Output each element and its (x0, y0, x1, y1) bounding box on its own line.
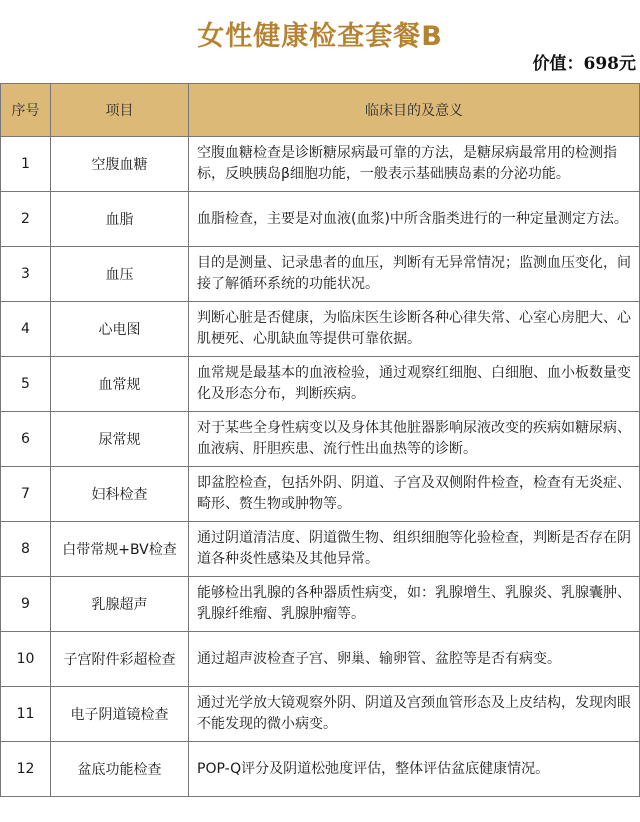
row-number: 11 (1, 687, 51, 742)
row-item: 盆底功能检查 (51, 742, 189, 797)
row-description: 即盆腔检查，包括外阴、阴道、子宫及双侧附件检查，检查有无炎症、畸形、赘生物或肿物等。 (189, 467, 640, 522)
row-item: 尿常规 (51, 412, 189, 467)
row-item: 血压 (51, 247, 189, 302)
table-row (1, 192, 640, 247)
row-description: 目的是测量、记录患者的血压，判断有无异常情况；监测血压变化，间接了解循环系统的功能状况。 (189, 247, 640, 302)
row-number: 2 (1, 192, 51, 247)
row-item: 白带常规+BV检查 (51, 522, 189, 577)
row-number: 6 (1, 412, 51, 467)
row-number: 8 (1, 522, 51, 577)
row-item: 乳腺超声 (51, 577, 189, 632)
row-description: 通过阴道清洁度、阴道微生物、组织细胞等化验检查，判断是否存在阴道各种炎性感染及其他异常。 (189, 522, 640, 577)
row-description: 能够检出乳腺的各种器质性病变，如：乳腺增生、乳腺炎、乳腺囊肿、乳腺纤维瘤、乳腺肿瘤等。 (189, 577, 640, 632)
table-row (1, 467, 640, 522)
row-description: 血常规是最基本的血液检验，通过观察红细胞、白细胞、血小板数量变化及形态分布，判断疾病。 (189, 357, 640, 412)
row-number: 1 (1, 137, 51, 192)
row-description: 通过光学放大镜观察外阴、阴道及宫颈血管形态及上皮结构，发现肉眼不能发现的微小病变。 (189, 687, 640, 742)
table-row (1, 412, 640, 467)
table-row (1, 687, 640, 742)
row-number: 3 (1, 247, 51, 302)
row-description: 空腹血糖检查是诊断糖尿病最可靠的方法，是糖尿病最常用的检测指标，反映胰岛β细胞功能，一般表示基础胰岛素的分泌功能。 (189, 137, 640, 192)
row-number: 7 (1, 467, 51, 522)
column-header-number: 序号 (1, 84, 51, 137)
table-row (1, 247, 640, 302)
table-row (1, 302, 640, 357)
row-item: 子宫附件彩超检查 (51, 632, 189, 687)
row-description: 通过超声波检查子宫、卵巢、输卵管、盆腔等是否有病变。 (189, 632, 640, 687)
column-header-purpose: 临床目的及意义 (189, 84, 640, 137)
checkup-table (0, 83, 640, 797)
row-number: 5 (1, 357, 51, 412)
column-header-item: 项目 (51, 84, 189, 137)
row-number: 9 (1, 577, 51, 632)
page-title: 女性健康检查套餐B (197, 21, 443, 52)
table-row (1, 522, 640, 577)
table-row (1, 632, 640, 687)
row-number: 10 (1, 632, 51, 687)
row-description: POP-Q评分及阴道松弛度评估，整体评估盆底健康情况。 (189, 742, 640, 797)
table-row (1, 137, 640, 192)
table-row (1, 742, 640, 797)
row-item: 妇科检查 (51, 467, 189, 522)
price-label: 价值：698元 (532, 54, 636, 74)
row-number: 12 (1, 742, 51, 797)
row-item: 血常规 (51, 357, 189, 412)
row-description: 判断心脏是否健康，为临床医生诊断各种心律失常、心室心房肥大、心肌梗死、心肌缺血等提供可靠依据。 (189, 302, 640, 357)
table-row (1, 577, 640, 632)
row-item: 空腹血糖 (51, 137, 189, 192)
row-number: 4 (1, 302, 51, 357)
row-item: 心电图 (51, 302, 189, 357)
row-description: 对于某些全身性病变以及身体其他脏器影响尿液改变的疾病如糖尿病、血液病、肝胆疾患、流行性出血热等的诊断。 (189, 412, 640, 467)
row-description: 血脂检查，主要是对血液(血浆)中所含脂类进行的一种定量测定方法。 (189, 192, 640, 247)
row-item: 电子阴道镜检查 (51, 687, 189, 742)
table-header-row (1, 84, 640, 137)
row-item: 血脂 (51, 192, 189, 247)
table-row (1, 357, 640, 412)
